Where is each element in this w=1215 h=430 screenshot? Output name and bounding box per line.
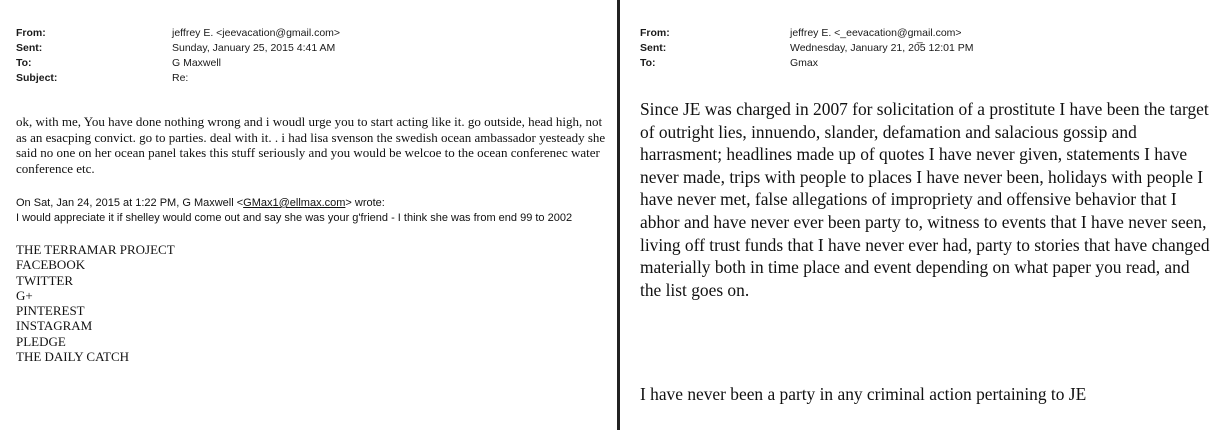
sent-row [16,41,340,56]
left-email-body [16,114,611,364]
signature-item: INSTAGRAM [16,318,93,334]
page-divider [617,0,620,430]
signature-links [16,242,611,364]
sent-value: Sunday, January 25, 2015 4:41 AM [172,42,336,54]
from-label: From: [640,27,670,39]
right-email-page [621,0,1215,430]
signature-item: PLEDGE [16,333,66,349]
to-value: Gmax [790,57,819,69]
sent-value: Wednesday, January 21, 20̅5 12:01 PM [790,42,974,54]
from-row [16,26,340,41]
to-value: G Maxwell [172,57,222,69]
from-row [640,26,973,41]
subject-row [16,71,340,86]
to-label: To: [640,57,656,69]
sent-row [640,41,973,56]
from-value: jeffrey E. <_eevacation@gmail.com> [790,27,962,39]
sent-label: Sent: [640,42,667,54]
subject-value: Re: [172,72,189,84]
quote-text: I would appreciate it if shelley would come out and say she was your g'friend - I think she was from end 99 to 2002 [16,212,573,224]
signature-item: TWITTER [16,272,74,288]
quote-email-link[interactable]: GMax1@ellmax.com [243,197,346,209]
statement-last-line: I have never been a party in any criminal action pertaining to JE [640,384,1087,404]
quote-intro-after: > wrote: [345,197,385,209]
to-row [640,56,973,71]
subject-label: Subject: [16,72,58,84]
statement-text: Since JE was charged in 2007 for solicitation of a prostitute I have been the target of outright lies, innuendo, slander, defamation and salacious gossip and harrasment; headlines made up of quotes I have never given, statements I have never made, trips with people to places I have never been, holidays with people I have never met, false allegations of impropriety and offensive behavior that I abhor and have never ever been party to, witness to events that I have never seen, living off trust funds that I have never ever had, party to stories that have changed materially both in time place and event depending on what paper you read, and the list goes on. [640,99,1210,300]
from-value: jeffrey E. <jeevacation@gmail.com> [172,27,341,39]
signature-item: THE DAILY CATCH [16,349,130,365]
quote-intro-before: On Sat, Jan 24, 2015 at 1:22 PM, G Maxwell < [16,197,244,209]
signature-item: FACEBOOK [16,257,86,273]
signature-item: THE TERRAMAR PROJECT [16,242,175,257]
reply-text: ok, with me, You have done nothing wrong and i woudl urge you to start acting like it. go outside, head high, not as an esacping convict. go to parties. deal with it. . i had lisa svenson the swedish ocean ambassador yesteady she said no one on her ocean panel takes this stuff seriously and you would be welcoe to the ocean conferenec water conference etc. [16,114,606,176]
left-email-header [16,26,340,86]
signature-item: PINTEREST [16,303,85,319]
from-label: From: [16,27,46,39]
right-email-header [640,26,973,71]
quoted-message [16,196,611,226]
to-row [16,56,340,71]
quote-intro [16,196,611,211]
right-email-body [640,98,1212,301]
to-label: To: [16,57,32,69]
signature-item: G+ [16,287,33,303]
sent-label: Sent: [16,42,43,54]
